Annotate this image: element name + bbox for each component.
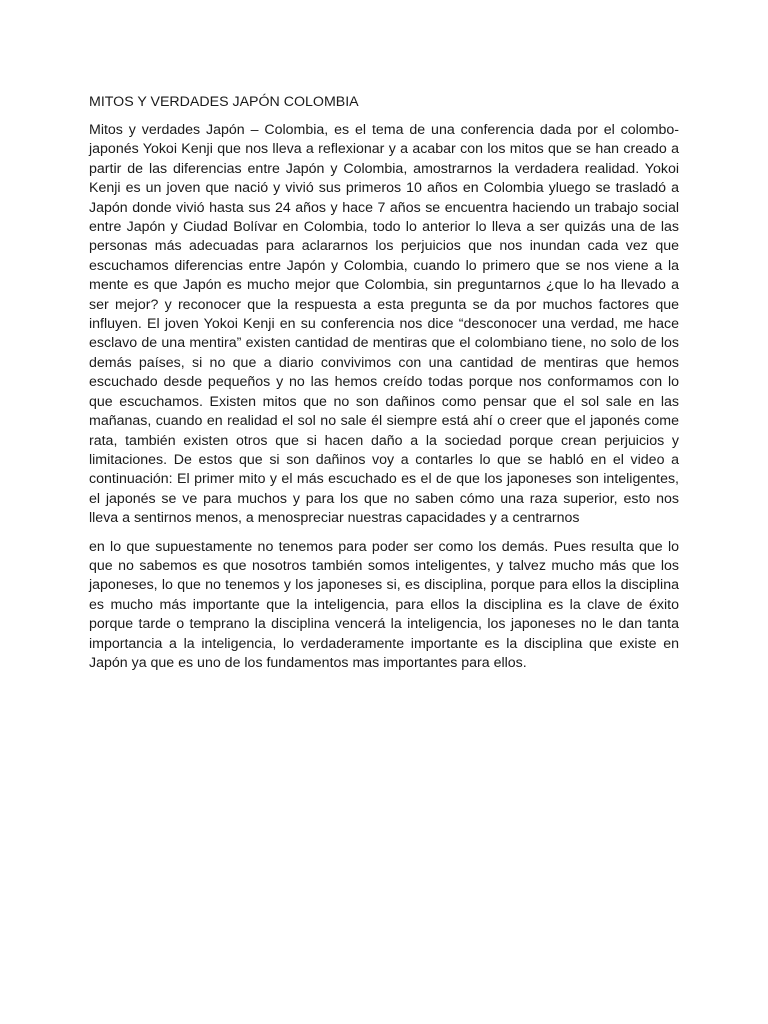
paragraph-2: en lo que supuestamente no tenemos para poder ser como los demás. Pues resulta que lo que no sabemos es que nosotros también somos inteligentes, y talvez mucho más que los japoneses, lo que no tenemos y los japoneses si, es disciplina, porque para ellos la disciplina es mucho más importante que la inteligencia, para ellos la disciplina es la clave de éxito porque tarde o temprano la disciplina vencerá la inteligencia, los japoneses no le dan tanta importancia a la inteligencia, lo verdaderamente importante es la disciplina que existe en Japón ya que es uno de los fundamentos mas importantes para ellos. [89,538,679,671]
paragraph-1: Mitos y verdades Japón – Colombia, es el tema de una conferencia dada por el colombo-japonés Yokoi Kenji que nos lleva a reflexionar y a acabar con los mitos que se han creado a partir de las diferencias entre Japón y Colombia, amostrarnos la verdadera realidad. Yokoi Kenji es un joven que nació y vivió sus primeros 10 años en Colombia yluego se trasladó a Japón donde vivió hasta sus 24 años y hace 7 años se encuentra haciendo un trabajo social entre Japón y Ciudad Bolívar en Colombia, todo lo anterior lo lleva a ser quizás una de las personas más adecuadas para aclararnos los perjuicios que nos inundan cada vez que escuchamos diferencias entre Japón y Colombia, cuando lo primero que se nos viene a la mente es que Japón es mucho mejor que Colombia, sin preguntarnos ¿que lo ha llevado a ser mejor? y reconocer que la respuesta a esta pregunta se da por muchos factores que influyen. El joven Yokoi Kenji en su conferencia nos dice “desconocer una verdad, me hace esclavo de una mentira” existen cantidad de mentiras que el colombiano tiene, no solo de los demás países, si no que a diario convivimos con una cantidad de mentiras que hemos escuchado desde pequeños y no las hemos creído todas porque nos conformamos con lo que escuchamos. Existen mitos que no son dañinos como pensar que el sol sale en las mañanas, cuando en realidad el sol no sale él siempre está ahí o creer que el japonés come rata, también existen otros que si hacen daño a la sociedad porque crean perjuicios y limitaciones. De estos que si son dañinos voy a contarles lo que se habló en el video a continuación: El primer mito y el más escuchado es el de que los japoneses son inteligentes, el japonés se ve para muchos y para los que no saben cómo una raza superior, esto nos lleva a sentirnos menos, a menospreciar nuestras capacidades y a centrarnos [89,122,679,527]
document-page [89,92,679,682]
document-title: MITOS Y VERDADES JAPÓN COLOMBIA [89,94,359,110]
